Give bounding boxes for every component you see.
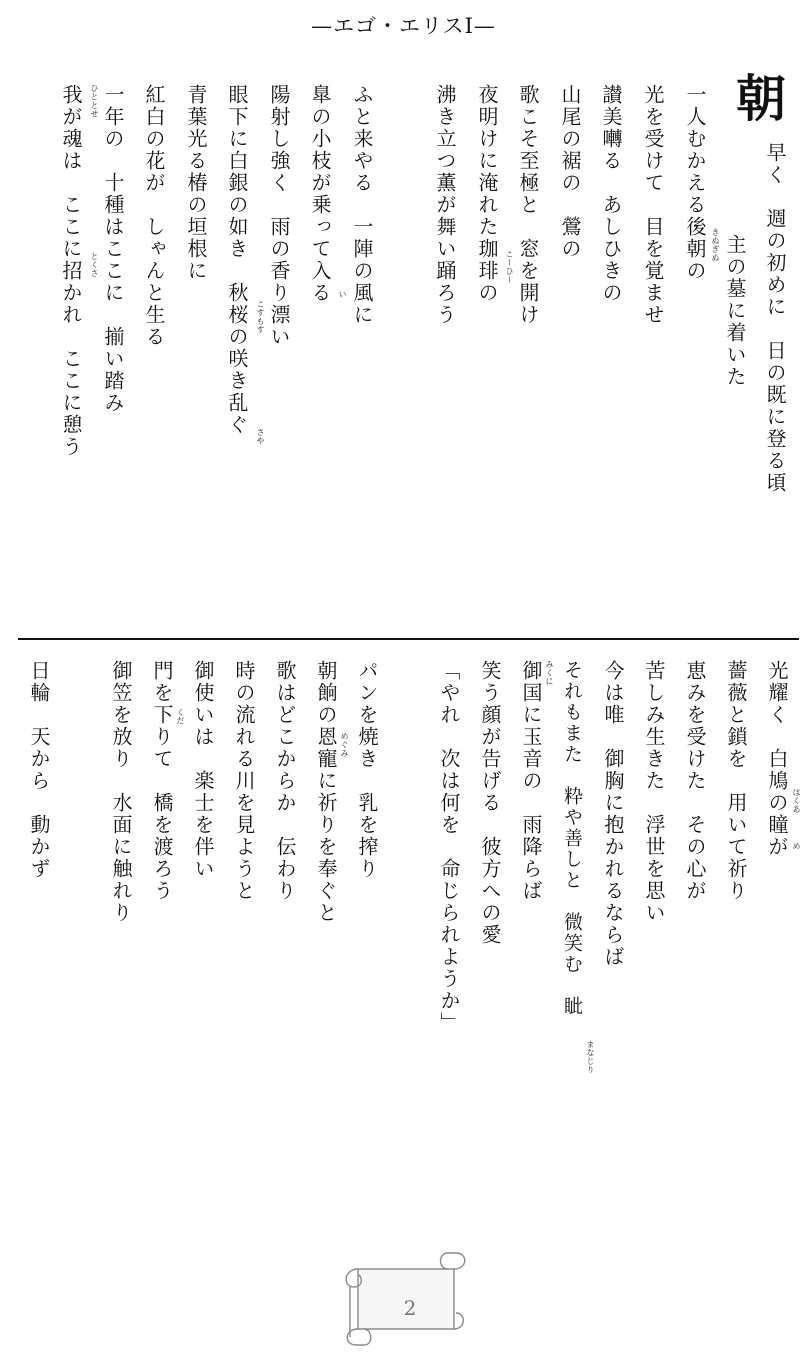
verse-line: 紅白の花が しゃんと生る: [142, 84, 166, 348]
verse-line: 笑う顔が告げる 彼方への愛: [478, 660, 502, 946]
furigana: ひととせ: [90, 84, 99, 118]
furigana: みくに: [545, 660, 554, 686]
verse-line: 今は唯 御胸に抱かれるならば: [601, 660, 625, 968]
verse-line: 陽射し強く 雨の香り漂い: [267, 84, 291, 348]
furigana: さや: [256, 428, 265, 445]
furigana: くだ: [176, 708, 185, 725]
page-number: 2: [403, 1296, 417, 1320]
verse-line: 臯の小枝が乗って入る: [308, 84, 332, 304]
verse-line: 門を下りて 橋を渡ろう: [150, 660, 174, 902]
page-header: —エゴ・エリスⅠ—: [311, 14, 496, 38]
verse-line: 一人むかえる後朝の: [683, 84, 707, 282]
verse-line: 夜明けに淹れた珈琲の: [475, 84, 499, 304]
furigana: め: [792, 842, 801, 851]
verse-line: 恵みを受けた その心が: [683, 660, 707, 902]
verse-line: それもまた 粋や善しと 微笑む 眦: [561, 660, 583, 1017]
verse-line: 光耀く 白鳩の瞳が: [765, 660, 789, 858]
verse-line: 早く 週の初めに 日の既に登る頃: [763, 142, 787, 494]
furigana: こーひー: [505, 250, 514, 284]
furigana: とくさ: [90, 252, 99, 278]
verse-line: 薔薇と鎖を 用いて祈り: [724, 660, 748, 902]
furigana: こすもす: [256, 300, 265, 334]
title-kanji: 朝: [736, 69, 786, 128]
furigana: きぬぎぬ: [711, 228, 720, 262]
verse-line: 「やれ 次は何を 命じられようか」: [437, 660, 461, 1034]
verse-line: 眼下に白銀の如き 秋桜の咲き乱ぐ: [225, 84, 249, 436]
section-divider: [18, 638, 799, 640]
verse-line: 朝餉の恩寵に祈りを奉ぐと: [314, 660, 338, 924]
verse-line: 御使いは 楽士を伴い: [191, 660, 215, 880]
furigana: めぐみ: [340, 732, 349, 758]
verse-line: 時の流れる川を見ようと: [232, 660, 256, 902]
verse-line: 歌こそ至極と 窓を開け: [516, 84, 540, 326]
verse-line: 讃美囀る あしひきの: [599, 84, 623, 304]
verse-line: 我が魂は ここに招かれ ここに憩う: [59, 84, 83, 458]
furigana: い: [338, 290, 347, 299]
furigana: はくあ: [792, 788, 801, 814]
furigana: まなじり: [586, 1040, 595, 1074]
verse-line: 山尾の裾の 鶯の: [558, 84, 582, 260]
verse-line: 御笠を放り 水面に触れり: [109, 660, 133, 924]
verse-line: 日輪 天から 動かず: [27, 660, 51, 880]
verse-line: 御国に玉音の 雨降らば: [519, 660, 543, 902]
verse-line: 歌はどこからか 伝わり: [273, 660, 297, 902]
verse-line: 沸き立つ薫が舞い踊ろう: [433, 84, 457, 326]
verse-line: ふと来やる 一陣の風に: [350, 84, 374, 326]
verse-line: 苦しみ生きた 浮世を思い: [642, 660, 666, 924]
verse-line: 青葉光る椿の垣根に: [184, 84, 208, 282]
verse-line: 光を受けて 目を覚ませ: [641, 84, 665, 326]
verse-line: 一年の 十種はここに 揃い踏み: [101, 84, 125, 414]
verse-line: パンを焼き 乳を搾り: [355, 660, 379, 880]
verse-line: 主の墓に着いた: [723, 190, 747, 388]
